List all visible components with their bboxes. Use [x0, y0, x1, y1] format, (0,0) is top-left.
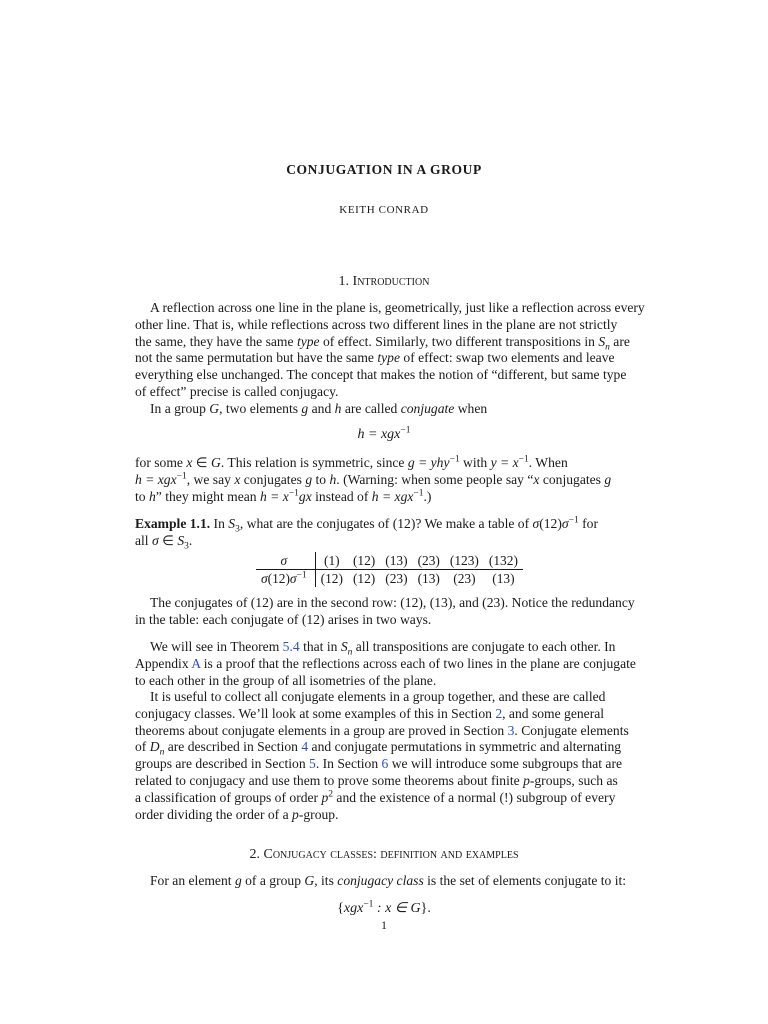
- table-cell: (13): [492, 570, 515, 586]
- text-line: order dividing the order of a p-group.: [135, 806, 339, 822]
- text-line: to h” they might mean $h = x^{-1}gx$ instead of h = xgx$^{-1}$.): [135, 488, 432, 504]
- text-line: Appendix A is a proof that the reflections across each of two lines in the plane are conjugate: [135, 655, 636, 671]
- text-line: everything else unchanged. The concept that makes the notion of “different, but same type: [135, 367, 627, 383]
- text-line: the same, they have the same type of effect. Similarly, two different transpositions in $S_n$ are: [135, 333, 630, 353]
- appendix-link[interactable]: A: [191, 655, 201, 671]
- intro-paragraph: [135, 300, 680, 418]
- text-line: conjugacy classes. We’ll look at some examples of this in Section 2, and some general: [135, 705, 605, 721]
- section-link[interactable]: 4: [301, 739, 309, 755]
- equation-conjugate: h = xgx$^{-1}$: [357, 425, 411, 442]
- text-line: of $D_n$ are described in Section 4 and conjugate permutations in symmetric and alternating: [135, 739, 622, 759]
- text-line: For an element g of a group G, its conjugacy class is the set of elements conjugate to it:: [150, 873, 627, 888]
- text-line: to each other in the group of all isometries of the plane.: [135, 672, 437, 688]
- table-cell: (12): [348, 552, 380, 570]
- example-label: Example 1.1.: [135, 516, 211, 531]
- equation-conjugacy-class: {xgx$^{-1}$ : x ∈ G}.: [337, 899, 431, 916]
- table-cell: (12): [320, 570, 343, 586]
- paper-title: CONJUGATION IN A GROUP: [286, 162, 482, 177]
- text-line: in the table: each conjugate of (12) arises in two ways.: [135, 611, 432, 627]
- table-cell: (23): [453, 570, 476, 586]
- text-line: h = xgx$^{-1}$, we say x conjugates g to h. (Warning: when some people say “x conjugates g: [135, 471, 612, 487]
- table-row: [256, 570, 523, 588]
- section-link[interactable]: 3: [507, 722, 515, 738]
- table-cell: (132): [484, 552, 523, 570]
- table-cell: (1): [315, 552, 348, 570]
- symmetry-paragraph: [135, 455, 680, 505]
- table-cell: (13): [380, 552, 412, 570]
- table-cell: (123): [445, 552, 484, 570]
- table-row: [256, 552, 523, 570]
- conjugacy-class-definition: [135, 873, 680, 890]
- table-header-cell: σ: [256, 552, 315, 570]
- section-name: Conjugacy classes: definition and examples: [263, 847, 519, 862]
- text-line: We will see in Theorem 5.4 that in $S_n$ all transpositions are conjugate to each other. In: [150, 639, 616, 658]
- section-link[interactable]: 2: [495, 705, 503, 721]
- section-1-heading: [0, 274, 768, 290]
- text-line: The conjugates of (12) are in the second row: (12), (13), and (23). Notice the redundancy: [150, 595, 635, 610]
- table-cell: (23): [413, 552, 445, 570]
- text-line: a classification of groups of order $p^2$ and the existence of a normal (!) subgroup of every: [135, 789, 616, 805]
- text-line: A reflection across one line in the plane is, geometrically, just like a reflection across every: [150, 300, 645, 315]
- example-1-1: [135, 516, 680, 550]
- text-line: It is useful to collect all conjugate elements in a group together, and these are called: [150, 689, 606, 704]
- conjugates-table: [256, 552, 523, 587]
- table-cell: (13): [417, 570, 440, 586]
- section-number: 2.: [249, 847, 260, 862]
- table-cell: (23): [385, 570, 408, 586]
- text-line: of effect” precise is called conjugacy.: [135, 383, 339, 399]
- text-line: theorems about conjugate elements in a group are proved in Section 3. Conjugate elements: [135, 722, 629, 738]
- section-2-heading: [0, 847, 768, 863]
- table-header-cell: $\sigma(12)\sigma^{-1}$: [256, 570, 315, 588]
- table-cell: (12): [352, 570, 376, 586]
- theorem-link[interactable]: 5.4: [282, 639, 300, 654]
- text-line: related to conjugacy and use them to prove some theorems about finite p-groups, such as: [135, 772, 618, 788]
- theorem-reference-paragraph: [135, 639, 680, 689]
- section-link[interactable]: 5: [309, 756, 316, 772]
- author-name: KEITH CONRAD: [339, 204, 429, 216]
- outline-paragraph: [135, 689, 680, 823]
- text-line: groups are described in Section 5. In Section 6 we will introduce some subgroups that are: [135, 756, 623, 772]
- text-line: other line. That is, while reflections across two different lines in the plane are not strictly: [135, 316, 618, 332]
- text-line: for some x ∈ G. This relation is symmetric, since g = yhy$^{-1}$ with $y = x^{-1}$. When: [135, 454, 568, 470]
- section-name: Introduction: [352, 274, 430, 289]
- text-line: In a group G, two elements g and h are called conjugate when: [150, 400, 488, 416]
- text-line: all σ ∈ $S_3$.: [135, 532, 193, 552]
- text-line: not the same permutation but have the same type of effect: swap two elements and leave: [135, 350, 615, 366]
- page-number: 1: [381, 918, 387, 932]
- section-number: 1.: [338, 274, 350, 289]
- section-link[interactable]: 6: [381, 756, 389, 772]
- table-commentary: [135, 595, 680, 629]
- text-line: Example 1.1. In $S_3$, what are the conjugates of (12)? We make a table of $\sigma(12)\sigma^{-1}$ for: [135, 515, 598, 535]
